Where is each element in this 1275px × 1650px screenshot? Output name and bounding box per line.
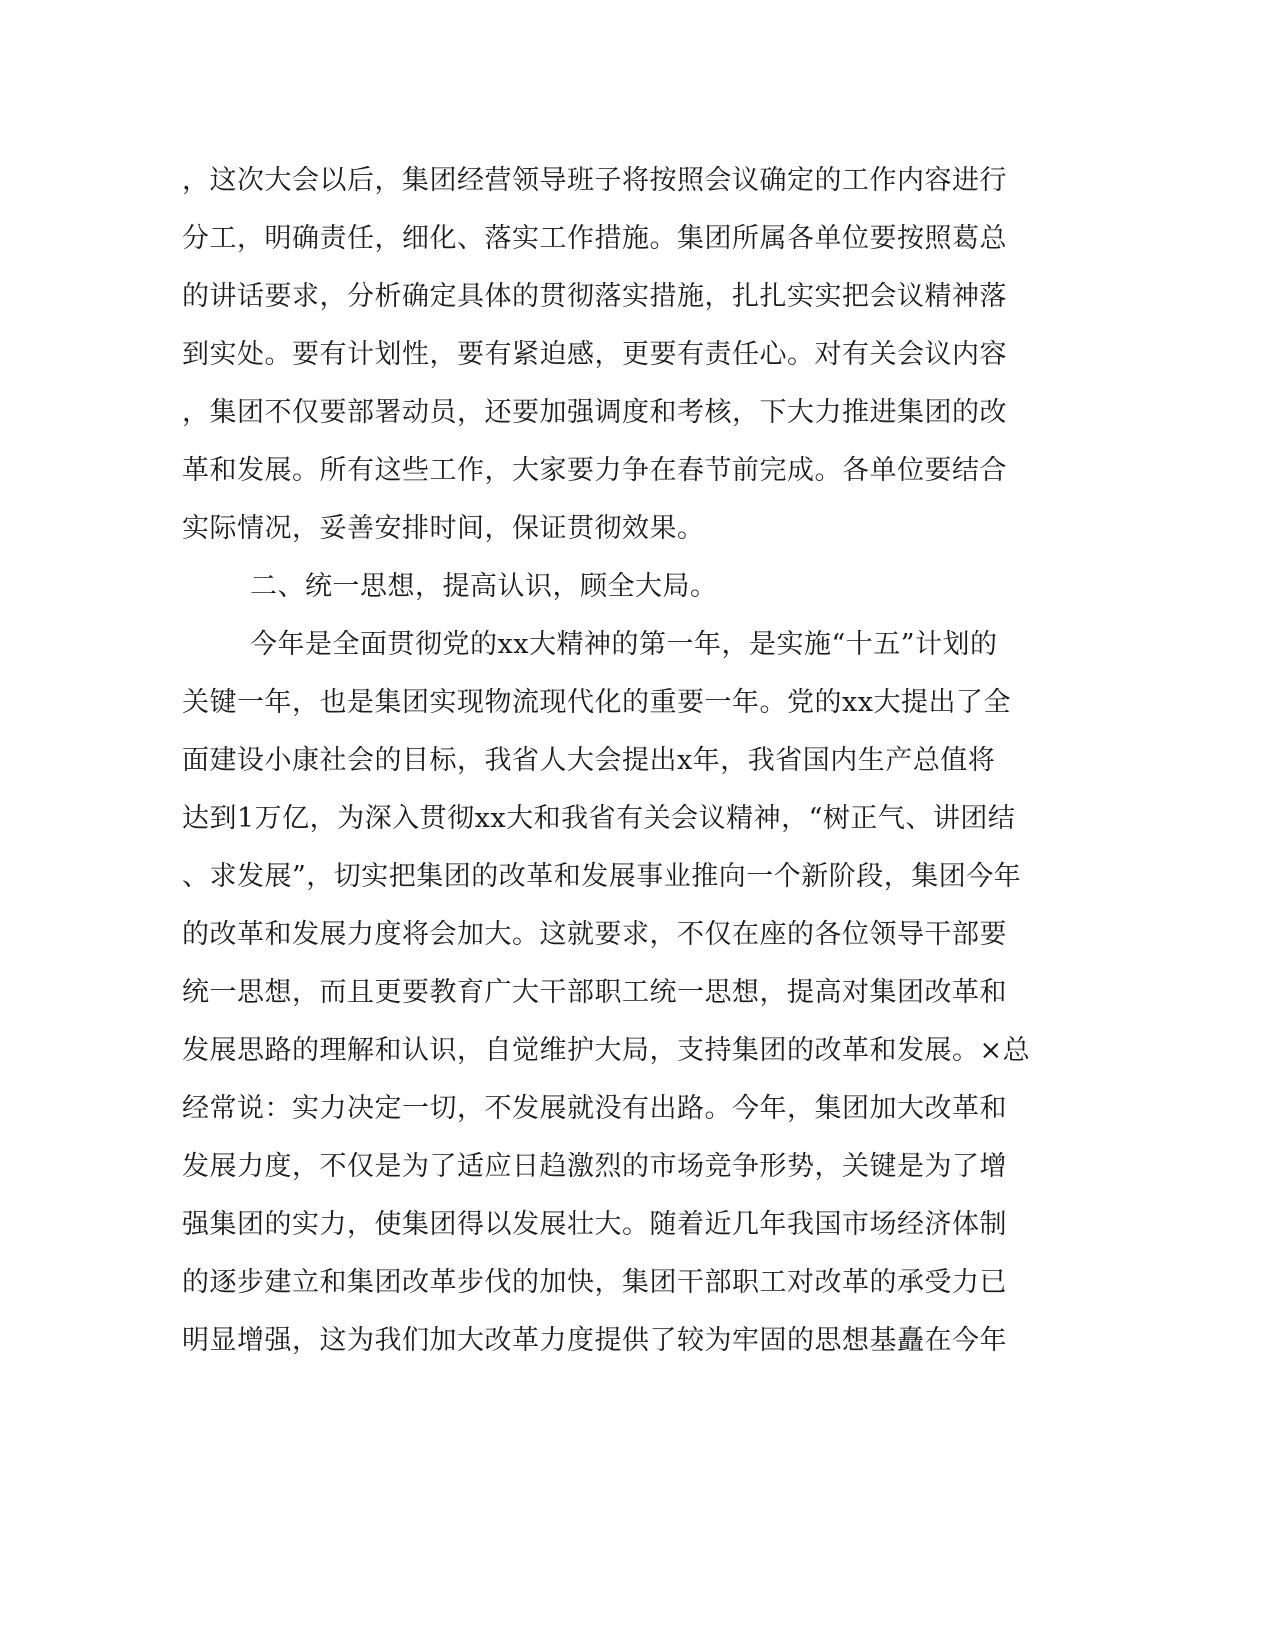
text-line: 革和发展。所有这些工作，大家要力争在春节前完成。各单位要结合: [182, 455, 1007, 486]
text-line: 关键一年，也是集团实现物流现代化的重要一年。党的xx大提出了全: [182, 687, 1011, 718]
text-line: 达到1万亿，为深入贯彻xx大和我省有关会议精神，“树正气、讲团结: [182, 803, 1016, 834]
text-line: 到实处。要有计划性，要有紧迫感，更要有责任心。对有关会议内容: [182, 339, 1007, 370]
text-line: 强集团的实力，使集团得以发展壮大。随着近几年我国市场经济体制: [182, 1209, 1007, 1240]
text-line: 发展力度，不仅是为了适应日趋激烈的市场竞争形势，关键是为了增: [182, 1151, 1007, 1182]
text-line: 明显增强，这为我们加大改革力度提供了较为牢固的思想基矗在今年: [182, 1325, 1007, 1356]
text-line: 面建设小康社会的目标，我省人大会提出x年，我省国内生产总值将: [182, 745, 996, 776]
text-line: 的逐步建立和集团改革步伐的加快，集团干部职工对改革的承受力已: [182, 1267, 1007, 1298]
text-line: 、求发展”，切实把集团的改革和发展事业推向一个新阶段，集团今年: [182, 861, 1022, 892]
text-line: 的改革和发展力度将会加大。这就要求，不仅在座的各位领导干部要: [182, 919, 1007, 950]
text-line: 实际情况，妥善安排时间，保证贯彻效果。: [182, 513, 705, 544]
section-heading: 二、统一思想，提高认识，顾全大局。: [250, 571, 718, 602]
text-line: 发展思路的理解和认识，自觉维护大局，支持集团的改革和发展。×总: [182, 1035, 1031, 1066]
text-line: 经常说：实力决定一切，不发展就没有出路。今年，集团加大改革和: [182, 1093, 1007, 1124]
paragraph-first-line: 今年是全面贯彻党的xx大精神的第一年，是实施“十五”计划的: [250, 629, 998, 660]
text-line: 分工，明确责任，细化、落实工作措施。集团所属各单位要按照葛总: [182, 223, 1007, 254]
text-line: ，集团不仅要部署动员，还要加强调度和考核，下大力推进集团的改: [182, 397, 1007, 428]
text-line: ，这次大会以后，集团经营领导班子将按照会议确定的工作内容进行: [182, 165, 1007, 196]
text-line: 的讲话要求，分析确定具体的贯彻落实措施，扎扎实实把会议精神落: [182, 281, 1007, 312]
text-line: 统一思想，而且更要教育广大干部职工统一思想，提高对集团改革和: [182, 977, 1007, 1008]
